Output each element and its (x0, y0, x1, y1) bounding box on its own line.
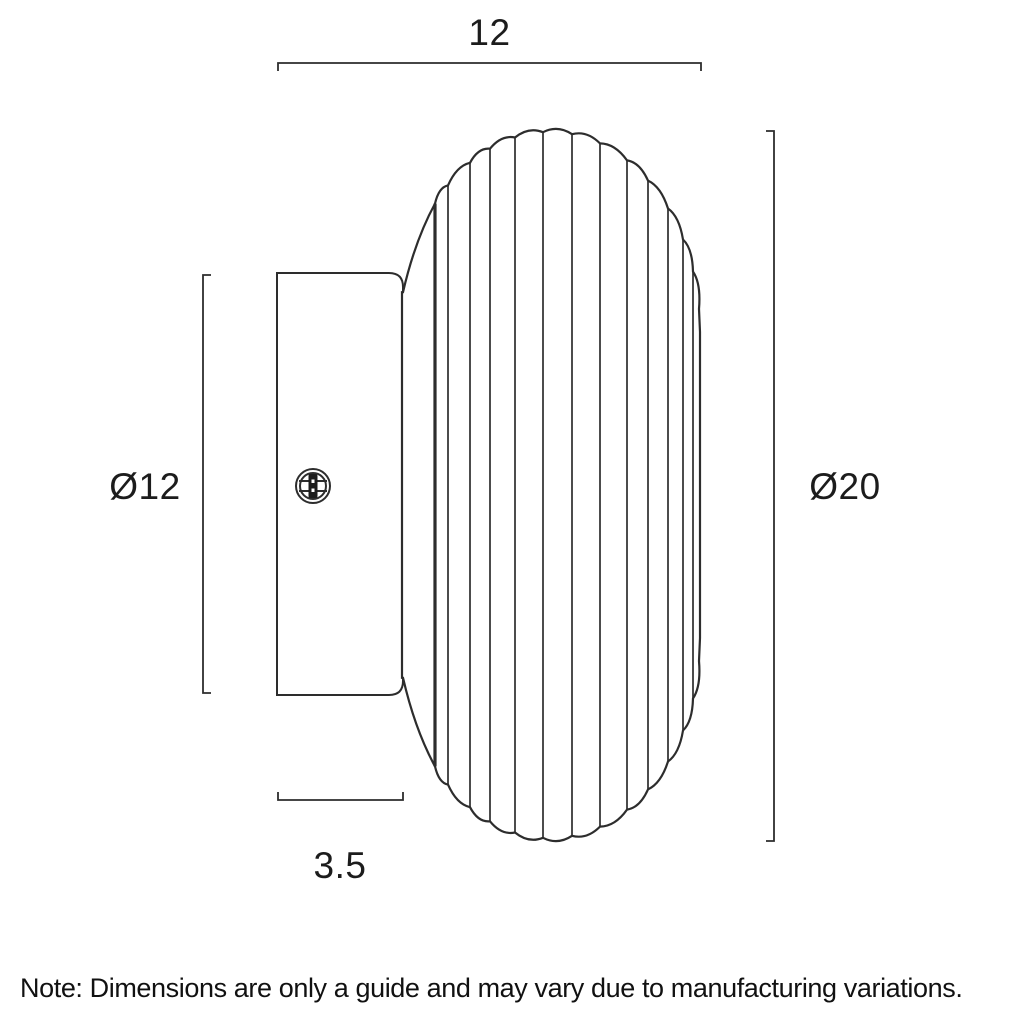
dimension-line-shade-diameter (766, 131, 774, 841)
dimension-line-overall-depth (278, 63, 701, 71)
shade-outline (402, 129, 700, 841)
label-overall-depth: 12 (468, 12, 511, 53)
disclaimer-note: Note: Dimensions are only a guide and may vary due to manufacturing variations. (20, 973, 963, 1003)
dimension-line-plate-depth (278, 792, 403, 800)
label-plate-diameter: Ø12 (109, 466, 181, 507)
label-plate-depth: 3.5 (313, 845, 367, 886)
label-shade-diameter: Ø20 (809, 466, 881, 507)
mounting-screw-icon (296, 469, 330, 503)
dimension-line-plate-diameter (203, 275, 211, 693)
